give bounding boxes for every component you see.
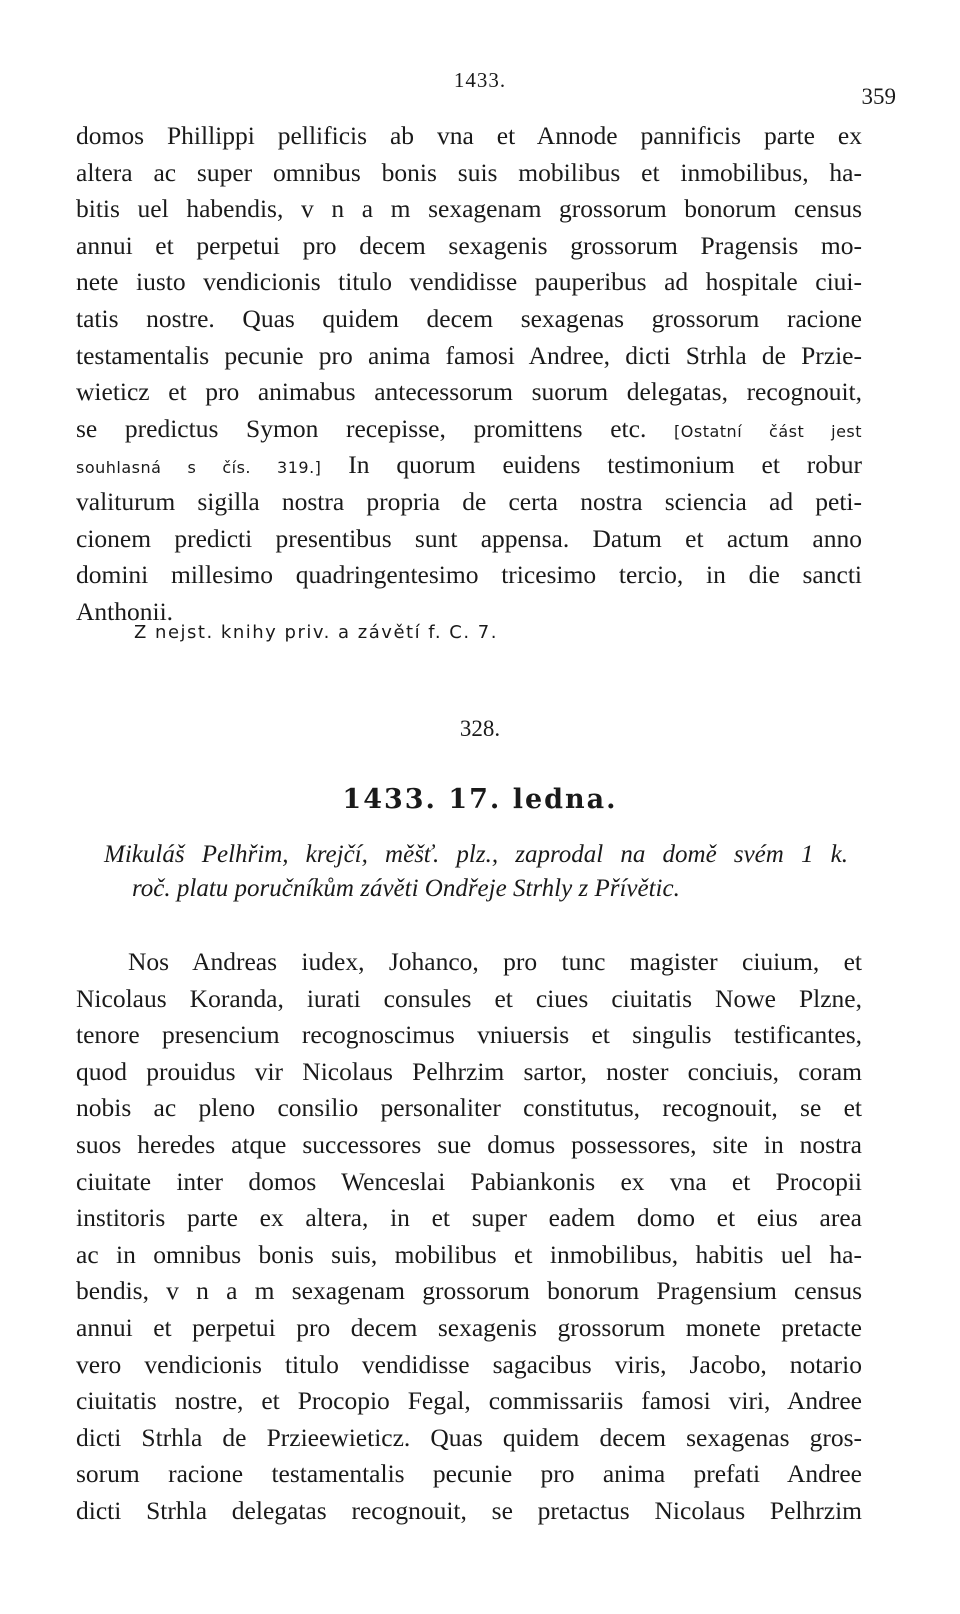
text-line: bendis, v n a m sexagenam grossorum bonorum Pragensium census: [76, 1276, 862, 1306]
text-line: suos heredes atque successores sue domus possessores, site in nostra: [76, 1129, 862, 1159]
regest-line: roč. platu poručníkům závěti Ondřeje Strhly z Přívětic.: [132, 875, 680, 902]
text-line: domini millesimo quadringentesimo tricesimo tercio, in die sancti: [76, 560, 862, 590]
editor-note: souhlasná s čís. 319.]: [76, 458, 322, 478]
line-text: In quorum euidens testimonium et robur: [348, 450, 862, 480]
text-line: dicti Strhla de Przieewieticz. Quas quidem decem sexagenas gros-: [76, 1422, 862, 1452]
document-number: 328.: [459, 716, 501, 741]
editor-note: [Ostatní část jest: [674, 421, 863, 441]
text-line: annui et perpetui pro decem sexagenis grossorum Pragensis mo-: [76, 230, 862, 260]
running-head: [0, 68, 960, 109]
text-line: cionem predicti presentibus sunt appensa. Datum et actum anno: [76, 523, 862, 553]
text-line: altera ac super omnibus bonis suis mobilibus et inmobilibus, ha-: [76, 157, 862, 187]
text-line: Nos Andreas iudex, Johanco, pro tunc magister ciuium, et: [128, 947, 862, 976]
text-line: domos Phillippi pellificis ab vna et Annode pannificis parte ex: [76, 121, 862, 150]
text-line: bitis uel habendis, v n a m sexagenam grossorum bonorum census: [76, 194, 862, 224]
regest-line: Mikuláš Pelhřim, krejčí, měšť. plz., zaprodal na domě svém 1 k.: [104, 841, 848, 868]
source-note: Z nejst. knihy priv. a závětí f. C. 7.: [134, 622, 498, 643]
text-line: sorum racione testamentalis pecunie pro anima prefati Andree: [76, 1459, 862, 1489]
text-line: tenore presencium recognoscimus vniuersis et singulis testificantes,: [76, 1020, 862, 1050]
text-line: wieticz et pro animabus antecessorum suorum delegatas, recognouit,: [76, 377, 862, 407]
text-line: institoris parte ex altera, in et super eadem domo et eius area: [76, 1203, 862, 1233]
text-line: [76, 447, 862, 484]
regest: [104, 838, 848, 906]
page-number: 359: [861, 84, 896, 109]
text-line: nobis ac pleno consilio personaliter constitutus, recognouit, se et: [76, 1093, 862, 1123]
document-date: 1433. 17. ledna.: [342, 784, 618, 815]
text-line: vero vendicionis titulo vendidisse sagacibus viris, Jacobo, notario: [76, 1349, 862, 1379]
text-line: tatis nostre. Quas quidem decem sexagenas grossorum racione: [76, 303, 862, 333]
text-line: nete iusto vendicionis titulo vendidisse pauperibus ad hospitale ciui-: [76, 267, 862, 297]
text-line: [76, 411, 862, 448]
text-line: testamentalis pecunie pro anima famosi Andree, dicti Strhla de Przie-: [76, 340, 862, 370]
text-line: dicti Strhla delegatas recognouit, se pretactus Nicolaus Pelhrzim: [76, 1495, 862, 1525]
line-text: se predictus Symon recepisse, promittens etc.: [76, 413, 647, 443]
text-line: annui et perpetui pro decem sexagenis grossorum monete pretacte: [76, 1312, 862, 1342]
text-line: valiturum sigilla nostra propria de certa nostra sciencia ad peti-: [76, 486, 862, 516]
continuation-text: [76, 118, 862, 630]
text-line: ac in omnibus bonis suis, mobilibus et inmobilibus, habitis uel ha-: [76, 1239, 862, 1269]
text-line: ciuitatis nostre, et Procopio Fegal, commissariis famosi viri, Andree: [76, 1386, 862, 1416]
running-year: 1433.: [453, 68, 507, 92]
text-line: quod prouidus vir Nicolaus Pelhrzim sartor, noster conciuis, coram: [76, 1056, 862, 1086]
text-line: ciuitate inter domos Wenceslai Pabiankonis ex vna et Procopii: [76, 1166, 862, 1196]
text-line: Nicolaus Koranda, iurati consules et ciues ciuitatis Nowe Plzne,: [76, 983, 862, 1013]
text-line: Anthonii.: [76, 596, 174, 626]
document-body: [76, 944, 862, 1530]
